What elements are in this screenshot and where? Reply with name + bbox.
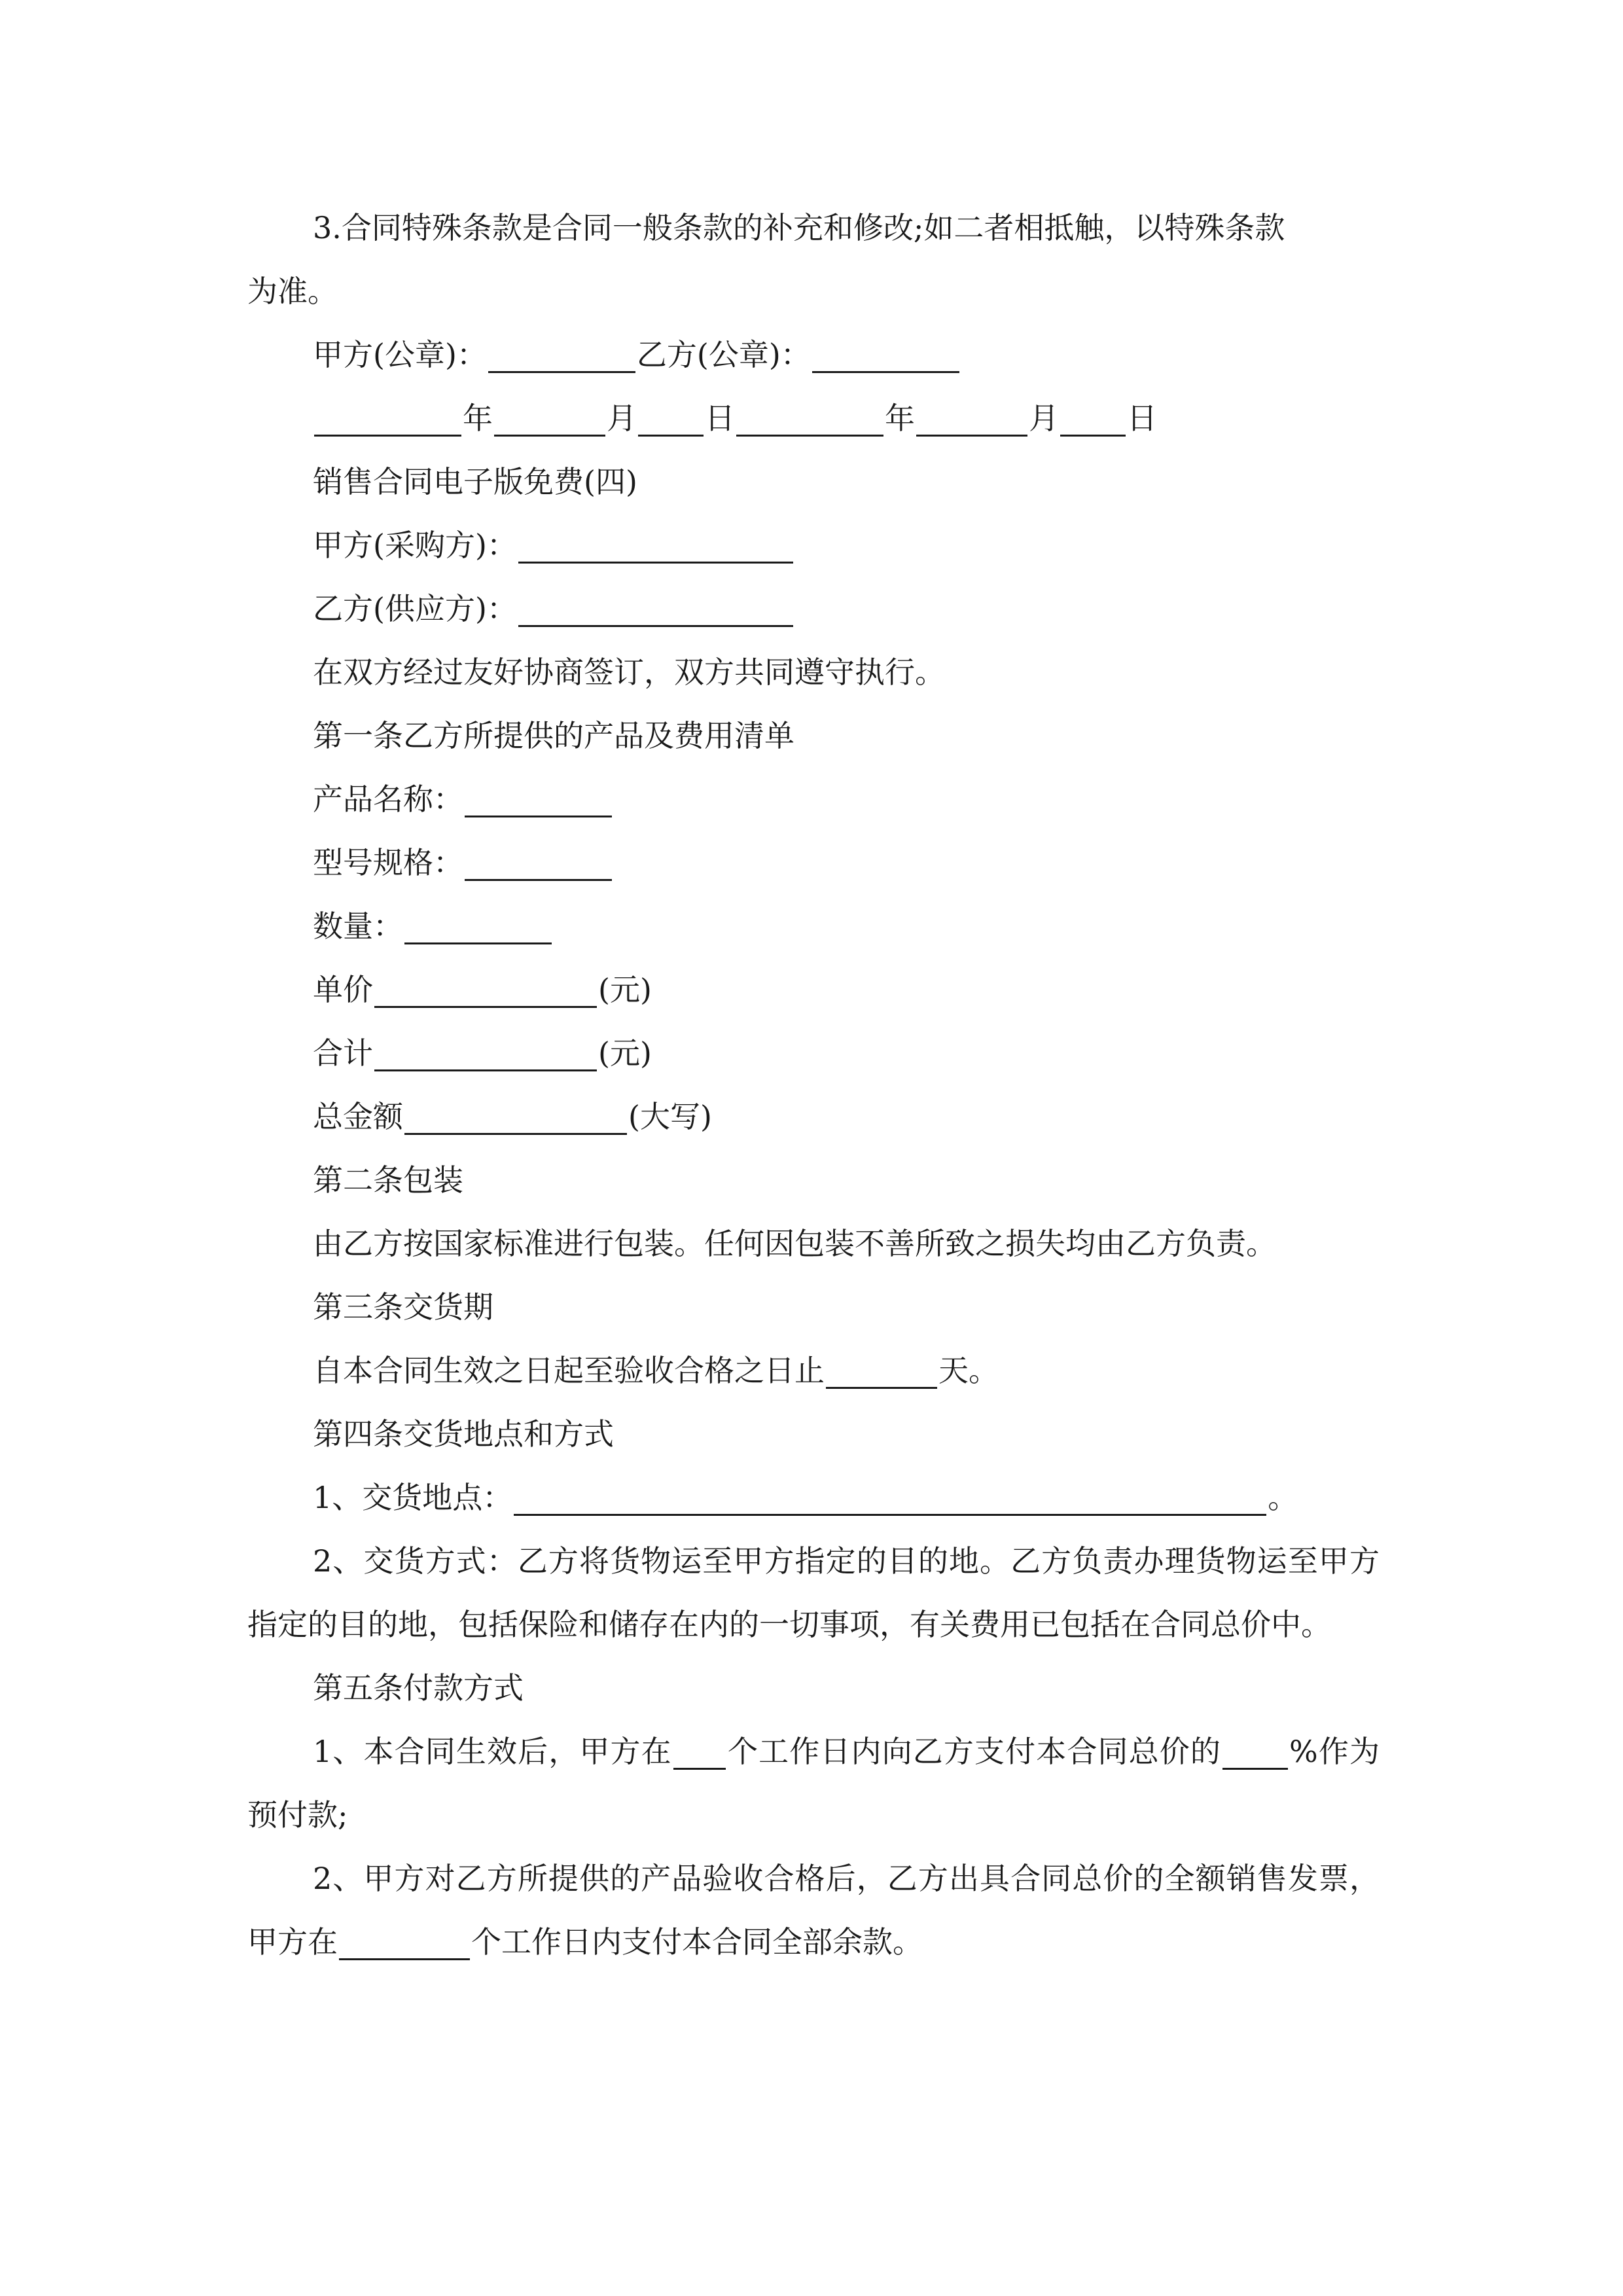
article-3-body-end: 天。 — [938, 1353, 999, 1388]
day-blank-a — [638, 397, 704, 437]
payment-2-text-a: 2、甲方对乙方所提供的产品验收合格后，乙方出具合同总价的全额销售发票，甲方在 — [247, 1861, 1380, 1960]
article-1-title: 第一条乙方所提供的产品及费用清单 — [313, 718, 794, 753]
day-label-b: 日 — [1127, 401, 1157, 436]
article-3-body — [247, 1339, 1380, 1403]
quantity-label: 数量： — [313, 908, 403, 944]
subtotal-line — [247, 1022, 1380, 1085]
day-blank-b — [1060, 397, 1126, 437]
subtotal-unit: (元) — [598, 1035, 652, 1071]
payment-2-text-b: 个工作日内支付本合同全部余款。 — [471, 1924, 923, 1960]
model-spec-blank — [465, 841, 612, 881]
payment-1-percent-blank — [1222, 1730, 1288, 1770]
special-clause-line-2: 为准。 — [247, 274, 338, 309]
year-blank-a — [314, 397, 461, 437]
product-name-line — [247, 768, 1380, 831]
delivery-method-paragraph: 2、交货方式：乙方将货物运至甲方指定的目的地。乙方负责办理货物运至甲方指定的目的地，包括保险和储存在内的一切事项，有关费用已包括在合同总价中。 — [247, 1543, 1380, 1642]
total-amount-line — [247, 1085, 1380, 1149]
payment-1-paragraph — [247, 1720, 1380, 1847]
quantity-line — [247, 895, 1380, 958]
quantity-blank — [404, 905, 552, 944]
article-5-title: 第五条付款方式 — [313, 1670, 524, 1706]
payment-1-days-blank — [673, 1730, 726, 1770]
party-a-seal-label: 甲方(公章)： — [313, 337, 487, 372]
intro-paragraph: 在双方经过友好协商签订，双方共同遵守执行。 — [313, 655, 945, 690]
article-3-title: 第三条交货期 — [313, 1289, 493, 1325]
contract-body — [247, 196, 1380, 1974]
unit-price-label: 单价 — [313, 972, 373, 1007]
unit-price-line — [247, 958, 1380, 1022]
month-label-a: 月 — [607, 401, 637, 436]
total-amount-unit: (大写) — [628, 1099, 712, 1134]
payment-1-text-a: 1、本合同生效后，甲方在 — [313, 1734, 672, 1769]
party-b-seal-blank — [812, 333, 959, 373]
subtotal-blank — [374, 1031, 597, 1071]
unit-price-blank — [374, 968, 597, 1008]
subtotal-label: 合计 — [313, 1035, 373, 1071]
document-title: 销售合同电子版免费(四) — [313, 464, 637, 499]
delivery-place-label: 1、交货地点： — [313, 1480, 513, 1515]
year-label-b: 年 — [885, 401, 915, 436]
delivery-days-blank — [826, 1349, 937, 1389]
delivery-place-blank — [514, 1476, 1266, 1516]
party-a-seal-blank — [488, 333, 635, 373]
party-b-supplier-label: 乙方(供应方)： — [313, 591, 517, 626]
delivery-place-end: 。 — [1268, 1480, 1298, 1515]
party-b-seal-label: 乙方(公章)： — [636, 337, 811, 372]
party-a-buyer-line — [247, 514, 1380, 577]
party-a-buyer-blank — [518, 524, 793, 564]
payment-1-text-b: 个工作日内向乙方支付本合同总价的 — [726, 1734, 1222, 1769]
month-blank-a — [494, 397, 605, 437]
party-b-supplier-line — [247, 577, 1380, 641]
model-spec-label: 型号规格： — [313, 845, 463, 880]
month-blank-b — [916, 397, 1027, 437]
article-2-body: 由乙方按国家标准进行包装。任何因包装不善所致之损失均由乙方负责。 — [313, 1226, 1276, 1261]
product-name-label: 产品名称： — [313, 781, 463, 817]
day-label-a: 日 — [705, 401, 735, 436]
product-name-blank — [465, 778, 612, 817]
year-label-a: 年 — [463, 401, 493, 436]
party-a-buyer-label: 甲方(采购方)： — [313, 528, 517, 563]
payment-2-days-blank — [339, 1920, 470, 1960]
total-amount-blank — [404, 1095, 627, 1135]
month-label-b: 月 — [1029, 401, 1059, 436]
unit-price-unit: (元) — [598, 972, 652, 1007]
special-clause-line-1: 3.合同特殊条款是合同一般条款的补充和修改;如二者相抵触，以特殊条款 — [313, 210, 1285, 245]
payment-1-text-c: %作为预付款; — [247, 1734, 1380, 1833]
date-line — [247, 387, 1380, 450]
article-4-title: 第四条交货地点和方式 — [313, 1416, 614, 1452]
article-2-title: 第二条包装 — [313, 1162, 463, 1198]
payment-2-paragraph — [247, 1847, 1380, 1974]
model-spec-line — [247, 831, 1380, 895]
seal-line — [247, 323, 1380, 387]
total-amount-label: 总金额 — [313, 1099, 403, 1134]
party-b-supplier-blank — [518, 587, 793, 627]
year-blank-b — [736, 397, 883, 437]
delivery-place-line — [247, 1466, 1380, 1530]
article-3-body-text: 自本合同生效之日起至验收合格之日止 — [313, 1353, 825, 1388]
